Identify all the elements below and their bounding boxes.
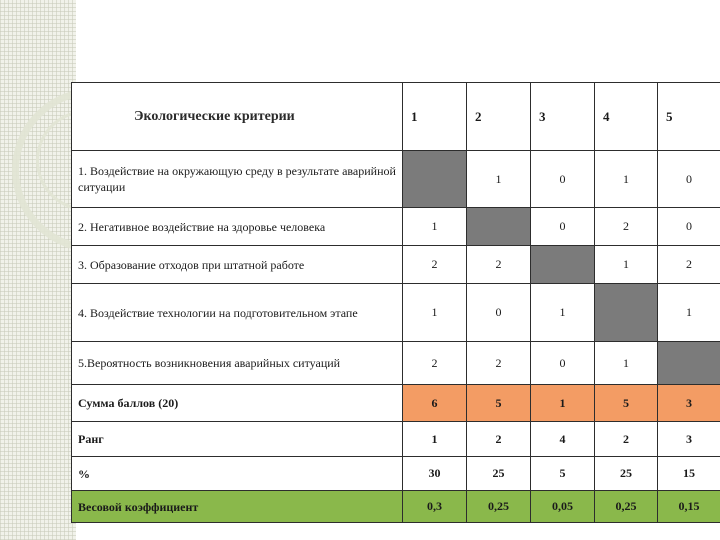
score-cell: 0 — [531, 151, 595, 208]
percent-label: % — [72, 457, 403, 491]
sum-cell: 1 — [531, 385, 595, 422]
score-cell: 0 — [531, 208, 595, 246]
score-cell: 2 — [403, 342, 467, 385]
criteria-comparison-table — [71, 82, 720, 523]
diagonal-cell — [531, 246, 595, 284]
criterion-label: 1. Воздействие на окружающую среду в результате аварийной ситуации — [72, 151, 403, 208]
percent-cell: 25 — [595, 457, 658, 491]
header-label: Экологические критерии — [72, 83, 403, 151]
score-cell: 0 — [658, 208, 720, 246]
weight-row — [72, 491, 720, 523]
rank-cell: 2 — [595, 422, 658, 457]
weight-cell: 0,05 — [531, 491, 595, 523]
rank-cell: 1 — [403, 422, 467, 457]
score-cell: 1 — [467, 151, 531, 208]
criterion-label: 5.Вероятность возникновения аварийных ситуаций — [72, 342, 403, 385]
percent-row — [72, 457, 720, 491]
criterion-row-1 — [72, 151, 720, 208]
percent-cell: 5 — [531, 457, 595, 491]
score-cell: 2 — [403, 246, 467, 284]
weight-cell: 0,25 — [595, 491, 658, 523]
score-cell: 1 — [531, 284, 595, 342]
score-cell: 2 — [595, 208, 658, 246]
sum-cell: 5 — [467, 385, 531, 422]
score-cell: 1 — [595, 151, 658, 208]
criterion-row-4 — [72, 284, 720, 342]
percent-cell: 15 — [658, 457, 720, 491]
criterion-label: 4. Воздействие технологии на подготовительном этапе — [72, 284, 403, 342]
rank-row — [72, 422, 720, 457]
header-col-5: 5 — [658, 83, 720, 151]
rank-cell: 2 — [467, 422, 531, 457]
header-col-4: 4 — [595, 83, 658, 151]
score-cell: 0 — [658, 151, 720, 208]
score-cell: 0 — [467, 284, 531, 342]
weight-label: Весовой коэффициент — [72, 491, 403, 523]
header-col-3: 3 — [531, 83, 595, 151]
score-cell: 1 — [403, 284, 467, 342]
sum-cell: 5 — [595, 385, 658, 422]
sum-cell: 3 — [658, 385, 720, 422]
diagonal-cell — [403, 151, 467, 208]
criterion-row-2 — [72, 208, 720, 246]
weight-cell: 0,15 — [658, 491, 720, 523]
rank-cell: 3 — [658, 422, 720, 457]
criterion-row-3 — [72, 246, 720, 284]
percent-cell: 30 — [403, 457, 467, 491]
percent-cell: 25 — [467, 457, 531, 491]
criterion-row-5 — [72, 342, 720, 385]
diagonal-cell — [467, 208, 531, 246]
score-cell: 1 — [595, 246, 658, 284]
score-cell: 2 — [467, 342, 531, 385]
header-col-1: 1 — [403, 83, 467, 151]
criterion-label: 2. Негативное воздействие на здоровье человека — [72, 208, 403, 246]
score-cell: 2 — [658, 246, 720, 284]
score-cell: 1 — [658, 284, 720, 342]
weight-cell: 0,3 — [403, 491, 467, 523]
rank-cell: 4 — [531, 422, 595, 457]
diagonal-cell — [658, 342, 720, 385]
rank-label: Ранг — [72, 422, 403, 457]
score-cell: 2 — [467, 246, 531, 284]
sum-row — [72, 385, 720, 422]
decorative-background-pattern — [0, 0, 76, 540]
weight-cell: 0,25 — [467, 491, 531, 523]
sum-cell: 6 — [403, 385, 467, 422]
table-header-row — [72, 83, 720, 151]
criterion-label: 3. Образование отходов при штатной работе — [72, 246, 403, 284]
score-cell: 1 — [403, 208, 467, 246]
score-cell: 1 — [595, 342, 658, 385]
header-col-2: 2 — [467, 83, 531, 151]
score-cell: 0 — [531, 342, 595, 385]
sum-label: Сумма баллов (20) — [72, 385, 403, 422]
diagonal-cell — [595, 284, 658, 342]
